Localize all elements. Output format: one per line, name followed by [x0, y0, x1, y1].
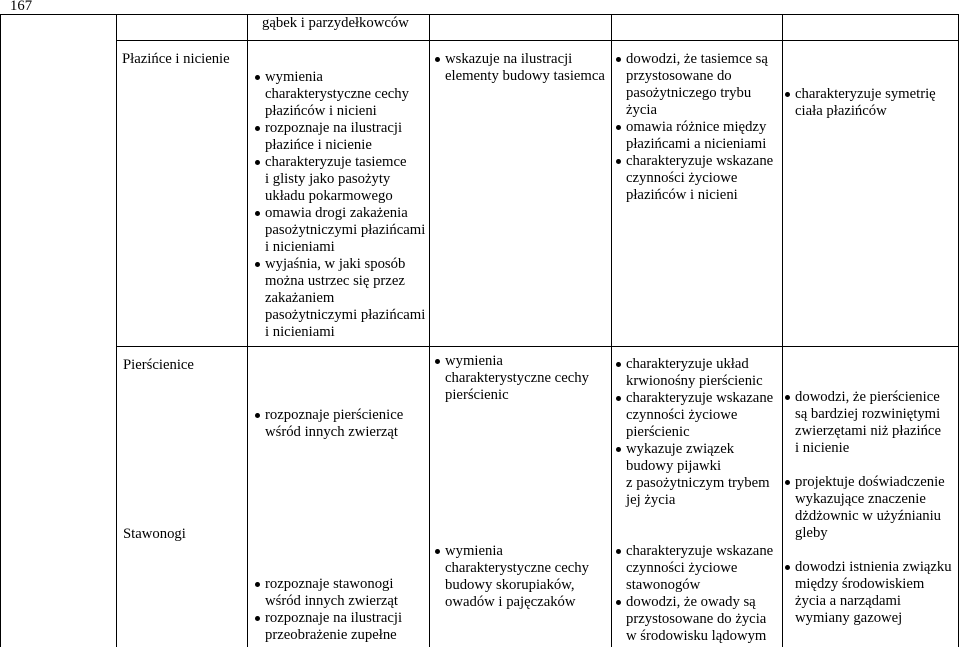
column-divider	[429, 14, 430, 647]
page-number: 167	[10, 0, 33, 14]
topic-label: Pierścienice	[123, 357, 194, 373]
requirement-item: rozpoznaje na ilustracji płazińce i nicienie	[265, 120, 425, 154]
requirement-item: charakteryzuje układ krwionośny pierścienic	[626, 356, 773, 390]
requirements-column-3	[445, 51, 605, 85]
requirement-item: wymienia charakterystyczne cechy budowy skorupiaków, owadów i pajęczaków	[445, 543, 589, 610]
requirement-item: charakteryzuje tasiemce i glisty jako pasożyty układu pokarmowego	[265, 154, 425, 205]
column-divider	[782, 14, 783, 647]
requirement-item: rozpoznaje stawonogi wśród innych zwierząt	[265, 576, 402, 610]
requirement-item: dowodzi istnienia związku między środowiskiem życia a narządami wymiany gazowej	[795, 559, 952, 626]
column-divider	[611, 14, 612, 647]
topic-label: Stawonogi	[123, 526, 186, 542]
requirement-item: dowodzi, że pierścienice są bardziej rozwiniętymi zwierzętami niż płazińce i nicienie	[795, 389, 941, 456]
requirements-column-4	[626, 543, 773, 645]
requirements-column-2	[265, 576, 402, 644]
row-divider	[116, 346, 958, 347]
requirement-item: dowodzi, że owady są przystosowane do życia w środowisku lądowym	[626, 594, 773, 645]
requirements-column-5	[795, 389, 941, 457]
requirement-item: wykazuje związek budowy pijawki z pasożytniczym trybem jej życia	[626, 441, 773, 509]
requirement-item: charakteryzuje wskazane czynności życiowe płazińców i nicieni	[626, 153, 774, 203]
requirement-item: omawia różnice między płazińcami a nicieniami	[626, 119, 773, 153]
requirement-item: charakteryzuje symetrię ciała płazińców	[795, 86, 936, 119]
topic-label: Płazińce i nicienie	[122, 51, 230, 67]
table-border-right	[958, 14, 959, 647]
requirements-column-2	[265, 69, 425, 341]
requirement-item: wymienia charakterystyczne cechy płazińców i nicieni	[265, 69, 425, 120]
requirements-column-4	[626, 356, 773, 509]
requirements-column-5	[795, 559, 952, 627]
requirements-column-2	[265, 407, 403, 441]
requirement-item: rozpoznaje pierścienice wśród innych zwierząt	[265, 407, 404, 440]
requirement-item: charakteryzuje wskazane czynności życiowe pierścienic	[626, 390, 774, 440]
column-divider	[247, 14, 248, 647]
requirement-item: omawia drogi zakażenia pasożytniczymi płazińcami i nicieniami	[265, 205, 426, 255]
requirement-item: wskazuje na ilustracji elementy budowy tasiemca	[445, 51, 605, 84]
column-divider	[116, 14, 117, 647]
requirements-column-5	[795, 86, 936, 120]
requirements-column-3	[445, 353, 589, 404]
continued-requirement-text: gąbek i parzydełkowców	[262, 15, 409, 31]
requirement-item: projektuje doświadczenie wykazujące znaczenie dżdżownic w użyźnianiu gleby	[795, 474, 945, 541]
requirement-item: charakteryzuje wskazane czynności życiowe stawonogów	[626, 543, 774, 593]
requirements-column-4	[626, 51, 773, 204]
requirement-item: dowodzi, że tasiemce są przystosowane do pasożytniczego trybu życia	[626, 51, 773, 119]
requirements-column-3	[445, 543, 589, 611]
row-divider	[116, 40, 958, 41]
column-divider	[0, 14, 1, 647]
requirement-item: wymienia charakterystyczne cechy pierścienic	[445, 353, 589, 403]
requirement-item: wyjaśnia, w jaki sposób można ustrzec się przez zakażaniem pasożytniczymi płazińcami i nicieniami	[265, 256, 426, 340]
table-border-top	[0, 14, 958, 15]
requirement-item: rozpoznaje na ilustracji przeobrażenie zupełne	[265, 610, 403, 643]
requirements-column-5	[795, 474, 945, 542]
